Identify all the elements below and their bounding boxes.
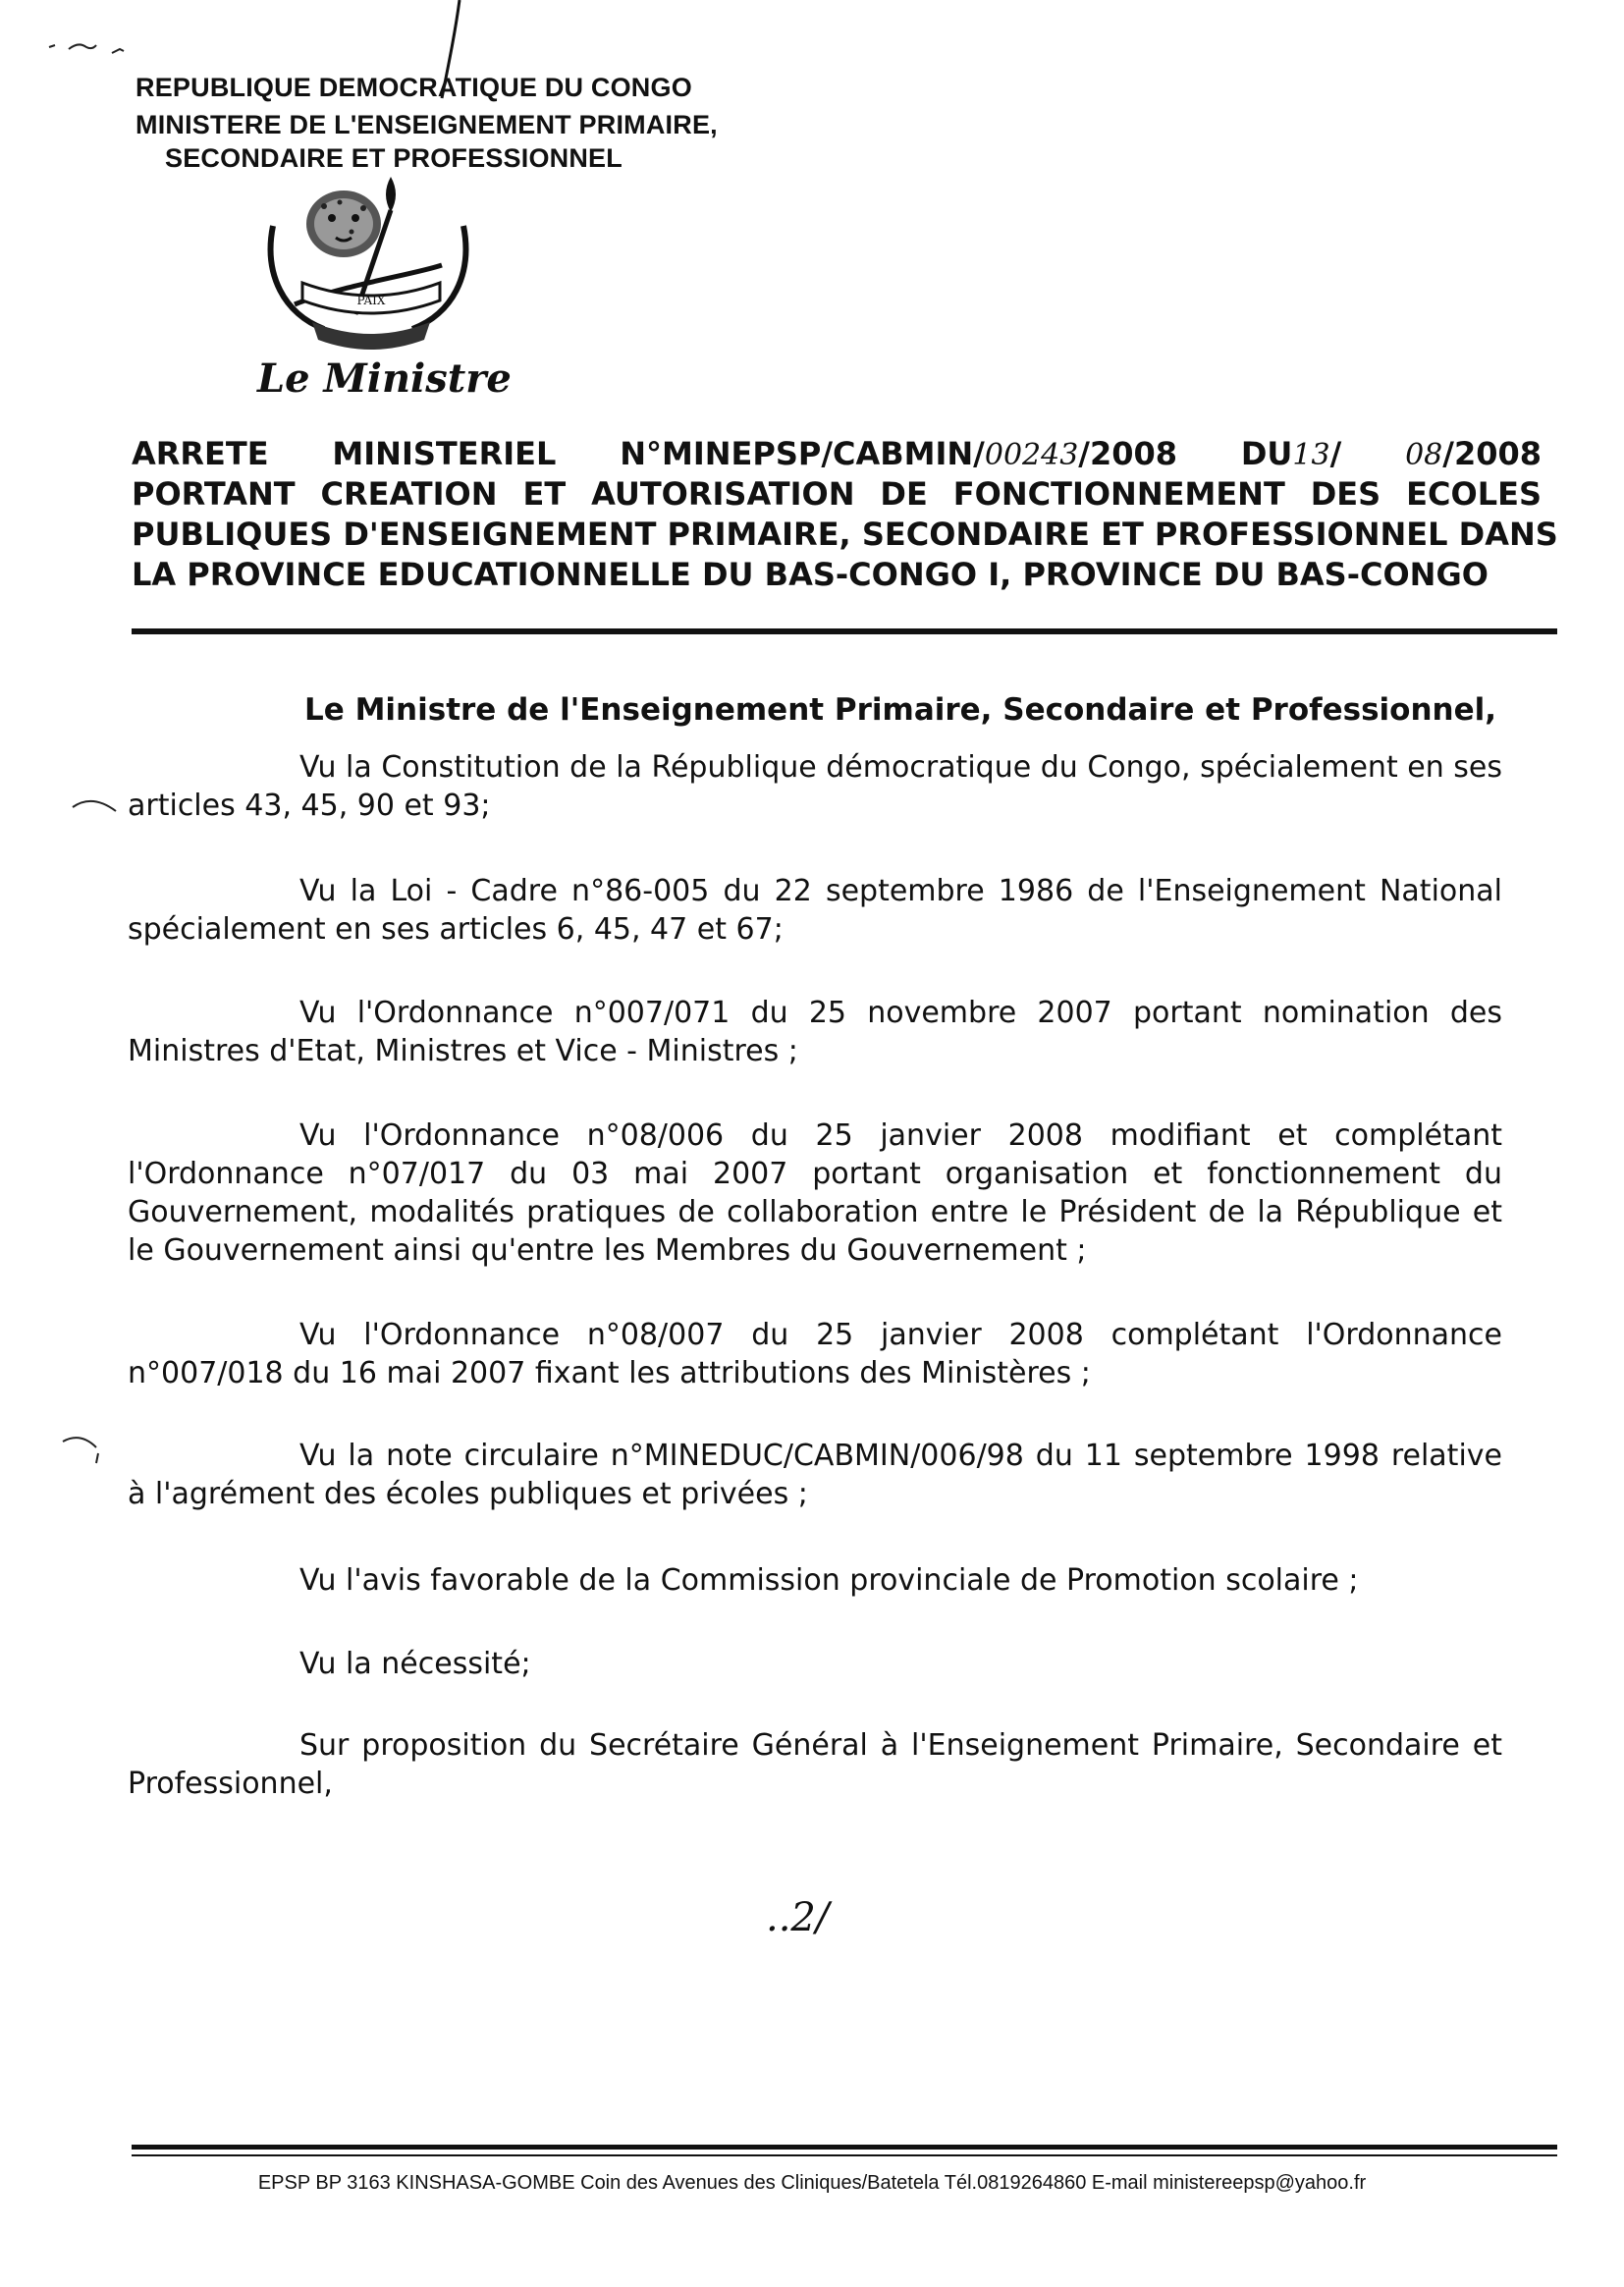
header-ministry-line1: MINISTERE DE L'ENSEIGNEMENT PRIMAIRE, [135,110,718,139]
paragraph-note-circulaire: Vu la note circulaire n°MINEDUC/CABMIN/006/98 du 11 septembre 1998 relative à l'agrément des écoles publiques et privées ; [128,1439,1502,1511]
paragraph-ordonnance-006: Vu l'Ordonnance n°08/006 du 25 janvier 2008 modifiant et complétant l'Ordonnance n°07/017 du 03 mai 2007 portant organisation et fonctionnement du Gouvernement, modalités pratiques de collaboration entre le Président de la République et le Gouvernement ainsi qu'entre les Membres du Gouvernement ; [128,1118,1502,1268]
header-ministry-line2: SECONDAIRE ET PROFESSIONNEL [165,143,623,173]
decree-title-line3: PUBLIQUES D'ENSEIGNEMENT PRIMAIRE, SECONDAIRE ET PROFESSIONNEL DANS [132,516,1558,553]
paragraph-ordonnance-071: Vu l'Ordonnance n°007/071 du 25 novembre 2007 portant nomination des Ministres d'Etat, Ministres et Vice - Ministres ; [128,996,1502,1068]
decree-date: DU13/ 08/2008 [1240,435,1543,472]
decree-reference: N°MINEPSP/CABMIN/00243/2008 [620,435,1178,472]
handwritten-number: 00243 [984,438,1079,472]
handwritten-day: 13 [1292,438,1330,472]
title-divider [132,628,1557,634]
paragraph-proposition: Sur proposition du Secrétaire Général à l'Enseignement Primaire, Secondaire et Professionnel, [128,1728,1502,1801]
handwritten-month: 08 [1405,438,1443,472]
paragraph-loi-cadre: Vu la Loi - Cadre n°86-005 du 22 septembre 1986 de l'Enseignement National spécialement en ses articles 6, 45, 47 et 67; [128,874,1502,947]
scan-artifact [69,786,128,825]
scan-artifact [59,1424,118,1483]
page-continuation-mark: ..2/ [766,1895,830,1940]
paragraph-avis-favorable: Vu l'avis favorable de la Commission provinciale de Promotion scolaire ; [299,1563,1359,1598]
decree-qualifier: MINISTERIEL [332,435,557,472]
paragraph-necessite: Vu la nécessité; [299,1647,531,1681]
decree-title-line2: PORTANT CREATION ET AUTORISATION DE FONCTIONNEMENT DES ECOLES [132,475,1542,513]
coat-of-arms-emblem [245,167,491,363]
footer-address [0,2152,1624,2194]
paragraph-ordonnance-007: Vu l'Ordonnance n°08/007 du 25 janvier 2008 complétant l'Ordonnance n°007/018 du 16 mai 2007 fixant les attributions des Ministères ; [128,1318,1502,1390]
scan-artifact [39,20,236,79]
emblem-motto: PAIX [356,294,386,307]
footer-contact-line: EPSP BP 3163 KINSHASA-GOMBE Coin des Avenues des Cliniques/Batetela Tél.0819264860 E-mail ministereepsp@yahoo.fr [257,2172,1367,2194]
footer-divider-thick [132,2145,1557,2150]
minister-subtitle: Le Ministre de l'Enseignement Primaire, Secondaire et Professionnel, [304,692,1497,728]
signatory-title: Le Ministre [257,355,512,402]
decree-title-line1 [132,432,1542,477]
paragraph-constitution: Vu la Constitution de la République démocratique du Congo, spécialement en ses articles 43, 45, 90 et 93; [128,750,1502,823]
decree-title-line4: LA PROVINCE EDUCATIONNELLE DU BAS-CONGO I, PROVINCE DU BAS-CONGO [132,556,1489,593]
header-country: REPUBLIQUE DEMOCRATIQUE DU CONGO [135,73,692,102]
decree-type: ARRETE [132,435,269,472]
